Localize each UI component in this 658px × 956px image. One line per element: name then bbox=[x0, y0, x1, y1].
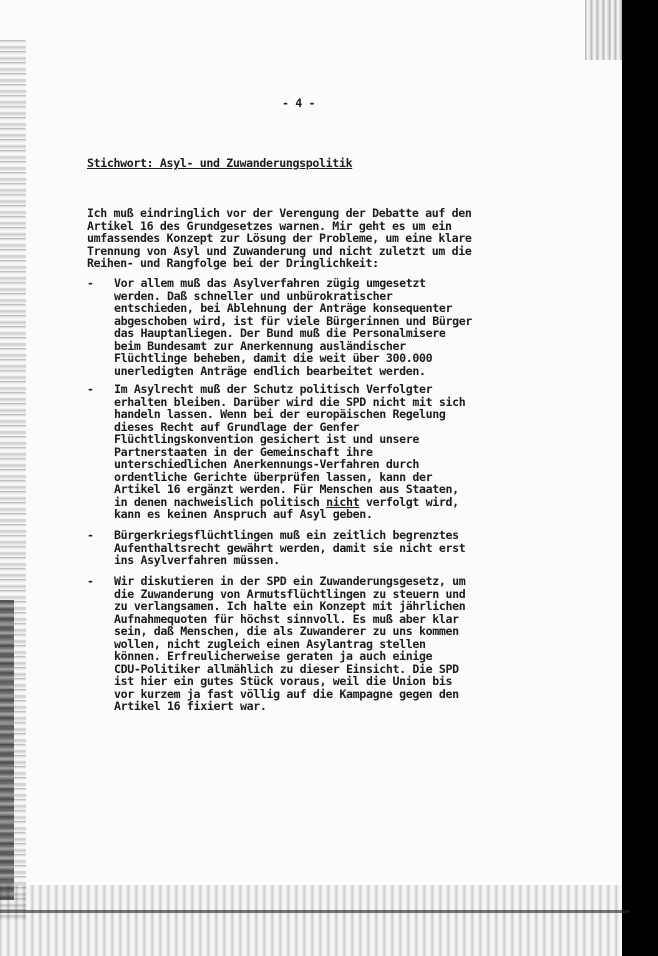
list-item-line: vor kurzem ja fast völlig auf die Kampagne gegen den bbox=[114, 686, 459, 701]
list-item-line: die Zuwanderung von Armutsflüchtlingen zu steuern und bbox=[114, 586, 466, 601]
list-item-text bbox=[114, 277, 472, 377]
list-item-line: Im Asylrecht muß der Schutz politisch Verfolgter bbox=[114, 382, 433, 396]
scan-artifact-bottom bbox=[0, 885, 630, 956]
list-item-text bbox=[114, 383, 465, 521]
scan-artifact-left-edge bbox=[0, 600, 14, 900]
list-item-line: entschieden, bei Ablehnung der Anträge konsequenter bbox=[114, 301, 453, 315]
intro-line: Trennung von Asyl und Zuwanderung und nicht zuletzt um die bbox=[87, 243, 472, 258]
list-item-line: werden. Daß schneller und unbürokratischer bbox=[114, 288, 393, 303]
list-item-line: unterschiedlichen Anerkennungs-Verfahren durch bbox=[114, 457, 419, 471]
list-item-line: Wir diskutieren in der SPD ein Zuwanderungsgesetz, um bbox=[114, 574, 466, 588]
intro-line: Ich muß eindringlich vor der Verengung der Debatte auf den bbox=[87, 206, 472, 220]
intro-line: Reihen- und Rangfolge bei der Dringlichkeit: bbox=[87, 256, 379, 270]
section-heading: Stichwort: Asyl- und Zuwanderungspolitik bbox=[87, 156, 353, 170]
emphasis-before: in denen nachweislich politisch bbox=[114, 494, 327, 509]
bullet-marker: - bbox=[87, 528, 94, 542]
list-item-line: CDU-Politiker allmählich zu dieser Einsicht. Die SPD bbox=[114, 661, 459, 676]
emphasis-after: verfolgt wird, bbox=[359, 494, 459, 509]
intro-line: Artikel 16 des Grundgesetzes warnen. Mir geht es um ein bbox=[87, 218, 452, 233]
bullet-marker: - bbox=[87, 276, 94, 290]
list-item-line: kann es keinen Anspruch auf Asyl geben. bbox=[114, 507, 373, 521]
list-item-text bbox=[114, 575, 465, 713]
intro-paragraph bbox=[87, 207, 472, 270]
list-item-line: abgeschoben wird, ist für viele Bürgerinnen und Bürger bbox=[114, 313, 473, 328]
scan-artifact-top-right bbox=[585, 0, 625, 60]
list-item-line: können. Erfreulicherweise geraten ja auch einige bbox=[114, 649, 433, 663]
list-item-line: Aufenthaltsrecht gewährt werden, damit sie nicht erst bbox=[114, 540, 466, 555]
page-number: - 4 - bbox=[282, 96, 316, 110]
list-item-line: zu verlangsamen. Ich halte ein Konzept mit jährlichen bbox=[114, 599, 466, 613]
list-item-line: Artikel 16 ergänzt werden. Für Menschen aus Staaten, bbox=[114, 482, 459, 496]
list-item-line: wollen, nicht zugleich einen Asylantrag stellen bbox=[114, 636, 426, 651]
list-item-line: Partnerstaaten in der Gemeinschaft ihre bbox=[114, 444, 373, 459]
intro-line: umfassendes Konzept zur Lösung der Probleme, um eine klare bbox=[87, 231, 472, 245]
list-item-line: unerledigten Anträge endlich bearbeitet werden. bbox=[114, 363, 426, 378]
list-item-line: beim Bundesamt zur Anerkennung ausländischer bbox=[114, 338, 406, 353]
list-item-line: Aufnahmequoten für höchst sinnvoll. Es muß aber klar bbox=[114, 611, 459, 626]
list-item-line: dieses Recht auf Grundlage der Genfer bbox=[114, 419, 360, 434]
scan-artifact-right-border bbox=[622, 0, 658, 956]
bullet-marker: - bbox=[87, 382, 94, 396]
list-item-line: Flüchtlinge beheben, damit die weit über 300.000 bbox=[114, 351, 433, 365]
list-item-line: das Hauptanliegen. Der Bund muß die Personalmisere bbox=[114, 326, 446, 340]
list-item-line: ins Asylverfahren müssen. bbox=[114, 553, 280, 567]
emphasized-word: nicht bbox=[326, 494, 360, 509]
scan-artifact-bottom-line bbox=[0, 910, 630, 913]
list-item-line: Artikel 16 fixiert war. bbox=[114, 699, 267, 713]
list-item-line: Bürgerkriegsflüchtlingen muß ein zeitlich begrenztes bbox=[114, 528, 459, 542]
list-item-line: handeln lassen. Wenn bei der europäischen Regelung bbox=[114, 407, 446, 421]
bullet-marker: - bbox=[87, 574, 94, 588]
list-item-line: sein, daß Menschen, die als Zuwanderer zu uns kommen bbox=[114, 624, 459, 638]
list-item-text bbox=[114, 529, 465, 567]
list-item-line: erhalten bleiben. Darüber wird die SPD nicht mit sich bbox=[114, 394, 466, 409]
list-item-line: Vor allem muß das Asylverfahren zügig umgesetzt bbox=[114, 276, 426, 290]
list-item-line: ist hier ein gutes Stück voraus, weil die Union bis bbox=[114, 674, 453, 688]
list-item-line: Flüchtlingskonvention gesichert ist und unsere bbox=[114, 432, 419, 446]
list-item-line: ordentliche Gerichte überprüfen lassen, kann der bbox=[114, 469, 433, 484]
